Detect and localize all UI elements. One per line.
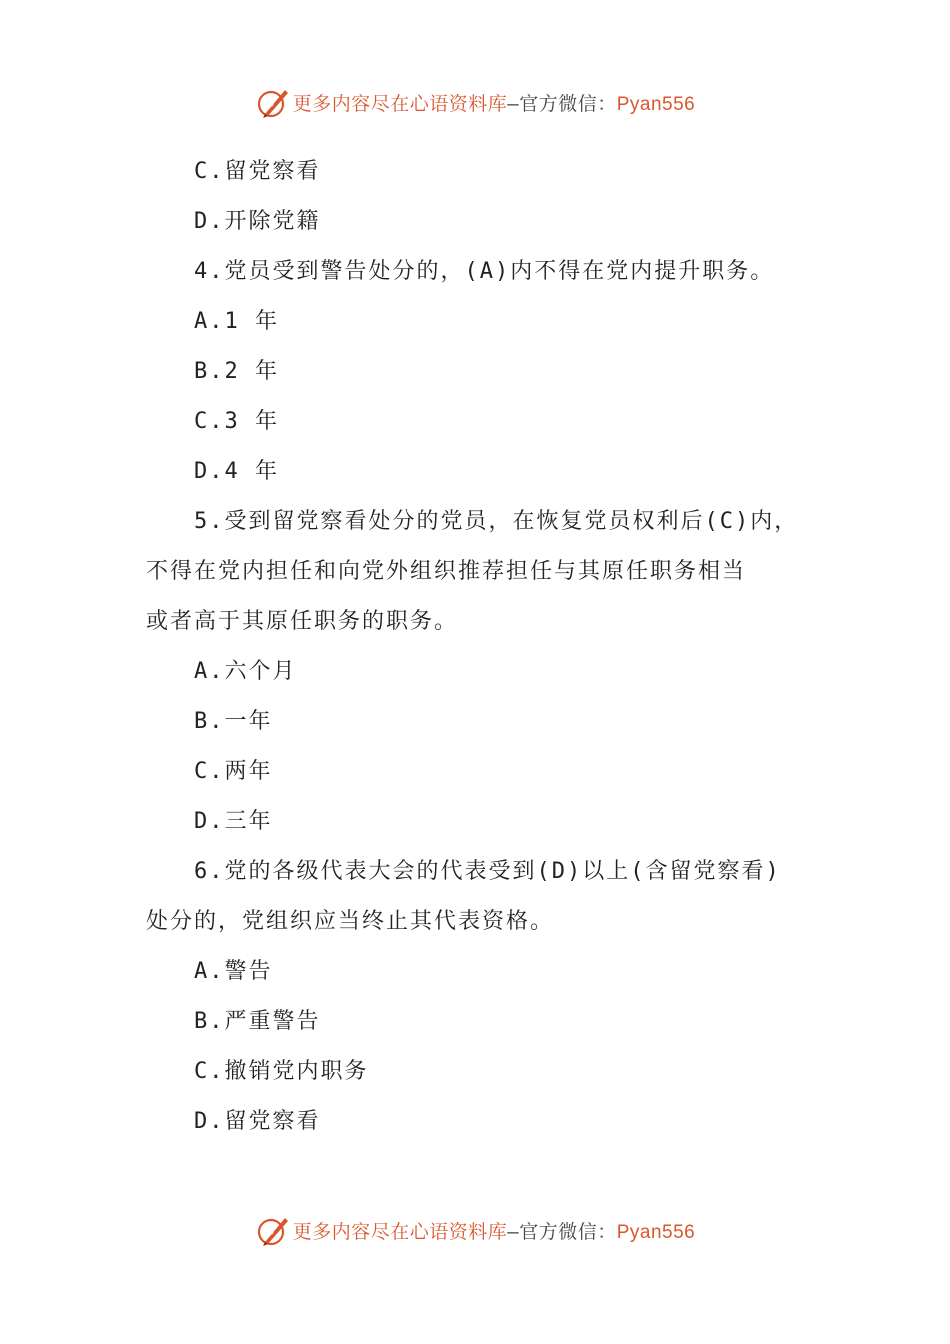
banner-official-text: —官方微信： [507,1220,617,1243]
option-line: A.警告 [194,959,273,984]
question-line: 4.党员受到警告处分的，(A)内不得在党内提升职务。 [194,259,775,284]
question-line: 5.受到留党察看处分的党员，在恢复党员权利后(C)内， [194,509,799,534]
option-line: C.两年 [194,759,273,784]
option-line: B.2 年 [194,359,279,384]
banner-wechat-id: Pyan556 [616,1221,696,1243]
option-line: B.一年 [194,709,273,734]
option-line: B.严重警告 [194,1009,321,1034]
banner-official-text: —官方微信： [507,92,617,115]
question-line-continued: 或者高于其原任职务的职务。 [146,609,459,634]
option-line: A.1 年 [194,309,279,334]
banner-wechat-id: Pyan556 [616,93,696,115]
option-line: A.六个月 [194,659,297,684]
header-banner [0,82,950,122]
pen-circle-logo-icon [255,1212,291,1248]
question-line-continued: 不得在党内担任和向党外组织推荐担任与其原任职务相当 [146,559,747,584]
option-line: D.开除党籍 [194,209,321,234]
pen-circle-logo-icon [255,84,291,120]
option-line: D.4 年 [194,459,279,484]
option-line: D.三年 [194,809,273,834]
footer-banner [0,1210,950,1250]
banner-brand-text: 更多内容尽在心语资料库 [292,1220,508,1243]
option-line: C.撤销党内职务 [194,1059,369,1084]
question-line-continued: 处分的，党组织应当终止其代表资格。 [146,909,555,934]
banner-brand-text: 更多内容尽在心语资料库 [292,92,508,115]
question-line: 6.党的各级代表大会的代表受到(D)以上(含留党察看) [194,859,781,884]
option-line: D.留党察看 [194,1109,321,1134]
option-line: C.3 年 [194,409,279,434]
option-line: C.留党察看 [194,159,321,184]
